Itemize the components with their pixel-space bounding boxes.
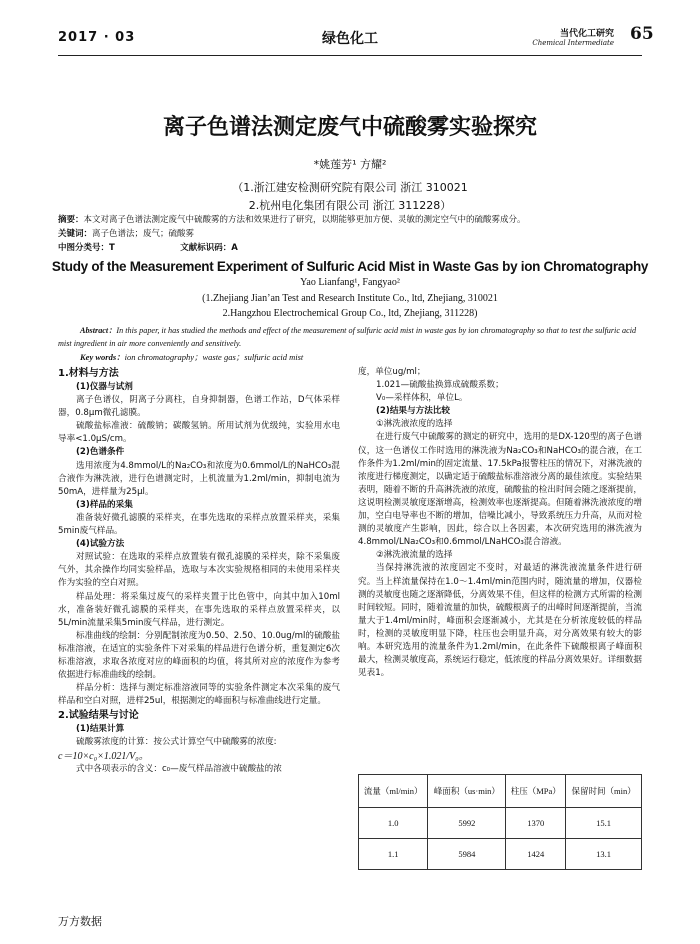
affiliation-en-1: (1.Zhejiang Jian’an Test and Research Institute Co., ltd, Zhejiang, 310021 (202, 293, 498, 304)
paragraph: 度，单位ug/ml； (358, 367, 426, 377)
authors-cn: *姚莲芳¹ 方耀² (313, 158, 387, 171)
paragraph: 选用浓度为4.8mmol/L的Na₂CO₃和浓度为0.6mmol/L的NaHCO₃混合液作为淋洗液，进行色谱测定时，上机流量为1.2ml/min，抑制电流为50mA，进样量为25μl。 (58, 460, 340, 497)
affiliation-cn-1: （1.浙江建安检测研究院有限公司 浙江 310021 (232, 181, 468, 194)
paragraph: 样品处理：将采集过废气的采样夹置于比色管中，向其中加入10ml水，准备装好微孔滤膜的采样夹，在事先选取的采样点放置采样夹，以5L/min流量采集5min废气样品，进行测定。 (58, 591, 340, 628)
section-heading: 2.试验结果与讨论 (58, 710, 139, 722)
clc-label: 中图分类号： (58, 243, 110, 253)
keywords-cn (58, 228, 642, 241)
journal-name-cn: 当代化工研究 (559, 29, 614, 39)
table-cell: 1.0 (359, 808, 428, 839)
table-header-row (359, 775, 642, 808)
paragraph: 1.021—硫酸盐换算成硫酸系数； (376, 380, 504, 391)
formula: c＝10×c₀×1.021/V₀。 (58, 750, 149, 762)
keywords-en (80, 351, 303, 363)
journal-title (520, 26, 614, 47)
paragraph: 离子色谱仪，阴离子分离柱，自身抑制器，色谱工作站，D气体采样器，0.8μm微孔滤膜。 (58, 395, 340, 419)
magazine-section: 绿色化工 (322, 31, 378, 47)
clc-value: T (109, 243, 115, 253)
subsection-heading: (2)结果与方法比较 (376, 406, 450, 417)
subsection-heading: (1)仪器与试剂 (76, 382, 133, 392)
paragraph: 对照试验：在选取的采样点放置装有微孔滤膜的采样夹，除不采集废气外，其余操作均同实验样品，选取与本次实验规格相同的未使用采样夹作为实验的空白对照。 (58, 552, 340, 589)
abstract-en-text: In this paper, it has studied the methods and effect of the measurement of sulfuric acid mist in waste gas by ion chromatography so that to test the sulfuric acid mist ingredient in air more conveniently and sensitively. (58, 326, 637, 348)
paragraph: V₀—采样体积，单位L。 (376, 393, 468, 404)
body-left-column (58, 366, 340, 776)
paragraph: 在进行废气中硫酸雾的测定的研究中，选用的是DX-120型的离子色谱仪，这一色谱仪工作时选用的淋洗液为Na₂CO₃和NaHCO₃的混合液，在工作条件为1.2ml/min的固定流量、17.5kPa报警柱压的情况下，对淋洗液的浓度进行梯度测定，以确定适于硫酸盐标准溶液分离的最佳浓度。实验结果表明，随着不断的升高淋洗液的浓度，硫酸盐的检出时间会随之逐渐提前，这说明检测灵敏度逐渐增高，检测效率也逐渐提高。但随着淋洗液浓度的增加，空白电导率也不断的增加，信噪比减小，导致系统压力升高，从而对检测的灵敏度产生影响，因此，综合以上各因素，本次研究选用的淋洗液为4.8mmol/LNa₂CO₃和0.6mmol/LNaHCO₃混合溶液。 (358, 432, 642, 548)
paragraph: 标准曲线的绘制：分别配制浓度为0.50、2.50、10.0ug/ml的硫酸盐标准溶液，在适宜的实验条件下对采集的样品进行色谱分析，重复测定6次标准溶液，求取各浓度对应的峰面积的均值，将其所对应的浓度作为参考依据进行标准曲线的绘制。 (58, 630, 340, 681)
subsection-heading: (4)试验方法 (76, 539, 125, 550)
paragraph: 硫酸盐标准液：硫酸钠；碳酸氢钠。所用试剂为优级纯，实验用水电导率<1.0μS/cm。 (58, 421, 340, 445)
paragraph: 当保持淋洗液的浓度固定不变时，对最适的淋洗液流量条件进行研究。当上样流量保持在1.0～1.4ml/min范围内时，随流量的增加，仪器检测的灵敏度也随之逐渐降低，分离效果不佳，但这样的检测方式所需的检测时间较短。同时，随着流量的加快，硫酸根离子的出峰时间逐渐提前，当流量大于1.4ml/min时，峰面积会逐渐减小，尤其是在分析浓度较低的样品时，检测的灵敏度明显下降，柱压也会明显升高，对分离效果有较大的影响。本研究选用的流量条件为1.2ml/min，在此条件下硫酸根离子峰面积最大，检测灵敏度高，系统运行稳定，低浓度的样品分离效果好。详细数据见表1。 (358, 563, 642, 679)
table-cell: 13.1 (566, 839, 642, 870)
subsection-heading: (1)结果计算 (76, 724, 125, 735)
footer-source: 万方数据 (58, 915, 102, 928)
body-right-column (358, 366, 642, 680)
column-header: 峰面积（us·min） (428, 775, 506, 808)
table-cell: 5984 (428, 839, 506, 870)
column-header: 柱压（MPa） (506, 775, 566, 808)
header-divider (58, 55, 642, 56)
table-row (359, 808, 642, 839)
affiliation-en-2: 2.Hangzhou Electrochemical Group Co., ltd, Zhejiang, 311228) (222, 308, 478, 319)
abstract-en (58, 324, 642, 350)
paragraph: 准备装好微孔滤膜的采样夹，在事先选取的采样点放置采样夹，采集5min废气样品。 (58, 512, 340, 537)
table-cell: 5992 (428, 808, 506, 839)
paragraph: 硫酸雾浓度的计算：按公式计算空气中硫酸雾的浓度: (76, 737, 277, 748)
doc-code-label: 文献标识码： (180, 243, 232, 253)
column-header: 保留时间（min） (566, 775, 642, 808)
subsection-heading: (3)样品的采集 (76, 499, 133, 510)
paper-title-en: Study of the Measurement Experiment of Sulfuric Acid Mist in Waste Gas by ion Chromatography (51, 259, 649, 274)
table-cell: 1370 (506, 808, 566, 839)
abstract-cn-text: 本文对离子色谱法测定废气中硫酸雾的方法和效果进行了研究，以期能够更加方便、灵敏的测定空气中的硫酸雾成分。 (83, 215, 526, 225)
column-header: 流量（ml/min） (359, 775, 428, 808)
authors-en: Yao Lianfang¹, Fangyao² (300, 277, 400, 288)
subsection-heading: (2)色谱条件 (76, 447, 125, 458)
doc-code-value: A (231, 243, 238, 253)
subsubsection-heading: ①淋洗液浓度的选择 (376, 419, 453, 430)
data-table (358, 774, 642, 870)
keywords-cn-label: 关键词： (58, 229, 93, 239)
abstract-cn-label: 摘要： (58, 215, 84, 225)
abstract-en-label: Abstract： (80, 326, 117, 335)
paragraph: 式中各项表示的含义：c₀—废气样品溶液中硫酸盐的浓 (76, 763, 282, 774)
table-cell: 1424 (506, 839, 566, 870)
paragraph: 样品分析：选择与测定标准溶液同等的实验条件测定本次采集的废气样品和空白对照，进样25ul，根据测定的峰面积与标准曲线进行定量。 (58, 683, 340, 707)
keywords-cn-text: 离子色谱法；废气；硫酸雾 (92, 229, 195, 239)
table-cell: 15.1 (566, 808, 642, 839)
page-number: 65 (630, 24, 654, 44)
abstract-cn (58, 214, 642, 227)
affiliation-cn-2: 2.杭州电化集团有限公司 浙江 311228） (248, 199, 452, 212)
table-cell: 1.1 (359, 839, 428, 870)
keywords-en-text: ion chromatography；waste gas；sulfuric acid mist (124, 352, 304, 362)
table-row (359, 839, 642, 870)
classification (58, 242, 642, 255)
journal-name-en: Chemical Intermediate (532, 39, 614, 47)
issue-date: 2017 · 03 (58, 30, 136, 45)
paper-title-cn: 离子色谱法测定废气中硫酸雾实验探究 (162, 115, 537, 140)
keywords-en-label: Key words： (80, 352, 125, 362)
section-heading: 1.材料与方法 (58, 368, 119, 379)
subsubsection-heading: ②淋洗液流量的选择 (376, 550, 453, 561)
